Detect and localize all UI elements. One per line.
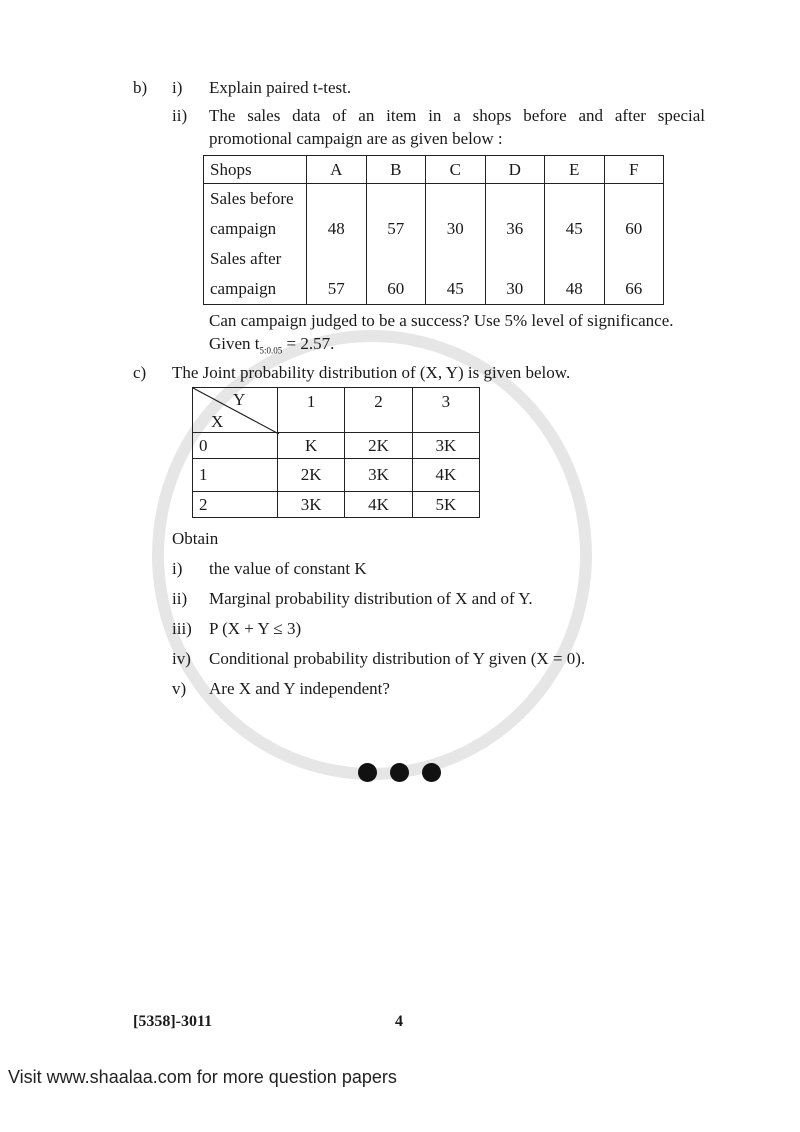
table-row — [204, 184, 664, 305]
before-value: 57 — [387, 219, 405, 238]
after-value: 45 — [446, 279, 464, 298]
question-b-ii-line2: promotional campaign are as given below : — [209, 129, 503, 148]
before-label-1: Sales before — [210, 189, 294, 208]
item-text: Are X and Y independent? — [209, 679, 390, 698]
table-header-cell: 3 — [412, 388, 479, 433]
table-cell — [366, 184, 426, 305]
table-cell: 3K — [278, 492, 345, 518]
end-dot-icon — [390, 763, 409, 782]
sales-table — [203, 155, 664, 305]
row-label: 1 — [193, 459, 278, 492]
y-axis-label: Y — [233, 390, 246, 409]
table-cell — [604, 184, 664, 305]
table-cell — [545, 184, 605, 305]
table-header-cell: D — [485, 156, 545, 184]
item-label: ii) — [172, 589, 188, 608]
before-value: 60 — [625, 219, 643, 238]
question-b-i-text: Explain paired t-test. — [209, 78, 352, 97]
end-dot-icon — [358, 763, 377, 782]
table-cell: 2K — [345, 433, 412, 459]
table-cell: 3K — [345, 459, 412, 492]
before-value: 48 — [327, 219, 345, 238]
table-cell: K — [278, 433, 345, 459]
table-row — [193, 492, 480, 518]
table-cell — [426, 184, 486, 305]
table-header-cell: Shops — [204, 156, 307, 184]
item-text: the value of constant K — [209, 559, 367, 578]
item-text: Marginal probability distribution of X and of Y. — [209, 589, 533, 608]
table-header-cell: B — [366, 156, 426, 184]
item-text: P (X + Y ≤ 3) — [209, 619, 302, 638]
after-value: 60 — [387, 279, 405, 298]
item-label: iv) — [172, 649, 191, 668]
after-value: 57 — [327, 279, 345, 298]
table-cell: 4K — [412, 459, 479, 492]
table-row — [193, 459, 480, 492]
question-b-ii-line1: The sales data of an item in a shops before and after special — [209, 106, 705, 125]
after-value: 66 — [625, 279, 643, 298]
joint-distribution-table — [192, 387, 480, 518]
end-dot-icon — [422, 763, 441, 782]
question-b-ii-question: Can campaign judged to be a success? Use 5% level of significance. — [209, 311, 674, 330]
table-row — [193, 433, 480, 459]
table-header-cell: 2 — [345, 388, 412, 433]
before-value: 30 — [446, 219, 464, 238]
before-label-2: campaign — [210, 219, 277, 238]
after-value: 48 — [565, 279, 583, 298]
after-value: 30 — [506, 279, 524, 298]
table-cell: 2K — [278, 459, 345, 492]
row-label: 0 — [193, 433, 278, 459]
visit-banner[interactable]: Visit www.shaalaa.com for more question papers — [8, 1067, 397, 1087]
paper-code: [5358]-3011 — [133, 1013, 213, 1030]
table-header-row — [204, 156, 664, 184]
table-header-row — [193, 388, 480, 433]
table-header-cell: C — [426, 156, 486, 184]
table-cell — [485, 184, 545, 305]
row-label: 2 — [193, 492, 278, 518]
item-label: v) — [172, 679, 187, 698]
table-cell — [307, 184, 367, 305]
table-cell: 5K — [412, 492, 479, 518]
obtain-label: Obtain — [172, 529, 219, 548]
before-value: 45 — [565, 219, 583, 238]
question-b-i-label: i) — [172, 78, 183, 97]
page-number: 4 — [395, 1013, 403, 1030]
table-cell: 3K — [412, 433, 479, 459]
table-header-cell: 1 — [278, 388, 345, 433]
table-header-cell: A — [307, 156, 367, 184]
item-label: i) — [172, 559, 183, 578]
after-label-1: Sales after — [210, 249, 282, 268]
table-header-cell: F — [604, 156, 664, 184]
after-label-2: campaign — [210, 279, 277, 298]
x-axis-label: X — [211, 412, 224, 431]
item-label: iii) — [172, 619, 192, 638]
diagonal-header-cell — [193, 388, 278, 433]
given-value: Given $t_{5:0.05} = 2.57$. — [209, 334, 335, 356]
question-c-text: The Joint probability distribution of (X, Y) is given below. — [172, 363, 571, 382]
table-header-cell: E — [545, 156, 605, 184]
question-b-label: b) — [133, 78, 148, 97]
row-label — [204, 184, 307, 305]
table-cell: 4K — [345, 492, 412, 518]
item-text: Conditional probability distribution of Y given (X = 0). — [209, 649, 586, 668]
before-value: 36 — [506, 219, 524, 238]
question-c-label: c) — [133, 363, 147, 382]
question-b-ii-label: ii) — [172, 106, 188, 125]
